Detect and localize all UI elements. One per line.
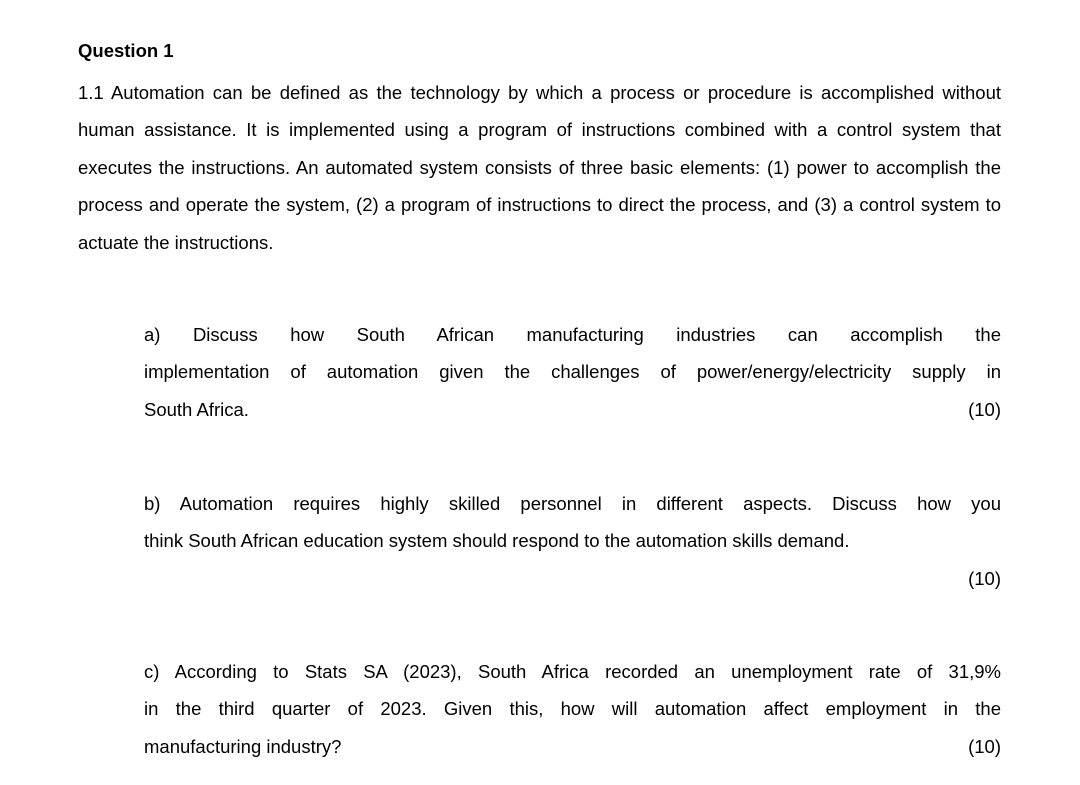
sub-question-a-line-2: implementation of automation given the challenges of power/energy/electricity supply in [144, 361, 1001, 383]
sub-question-c-line-1: c) According to Stats SA (2023), South Africa recorded an unemployment rate of 31,9% [144, 661, 1001, 682]
sub-question-a-last-line [144, 391, 1001, 428]
sub-question-b-marks: (10) [968, 567, 1001, 589]
sub-question-c-line-2: in the third quarter of 2023. Given this, how will automation affect employment in the [144, 698, 1001, 720]
sub-question-a-line-3: South Africa. [144, 398, 249, 420]
sub-question-b-line-1: b) Automation requires highly skilled personnel in different aspects. Discuss how you [144, 493, 1001, 514]
question-intro: 1.1 Automation can be defined as the technology by which a process or procedure is accomplished without human assistance. It is implemented using a program of instructions combined with a control system that executes the instructions. An automated system consists of three basic elements: (1) power to accomplish the process and operate the system, (2) a program of instructions to direct the process, and (3) a control system to actuate the instructions. [78, 82, 1001, 253]
sub-question-c-marks: (10) [968, 735, 1001, 757]
sub-question-c [144, 653, 1001, 765]
question-title: Question 1 [78, 40, 174, 61]
sub-question-a [144, 316, 1001, 428]
sub-question-c-last-line [144, 728, 1001, 765]
sub-question-a-line-1: a) Discuss how South African manufacturing industries can accomplish the [144, 324, 1001, 345]
sub-question-a-marks: (10) [968, 398, 1001, 420]
sub-question-b [144, 485, 1001, 597]
sub-question-b-line-2: think South African education system should respond to the automation skills demand. [144, 530, 850, 552]
sub-question-c-line-3: manufacturing industry? [144, 735, 342, 757]
